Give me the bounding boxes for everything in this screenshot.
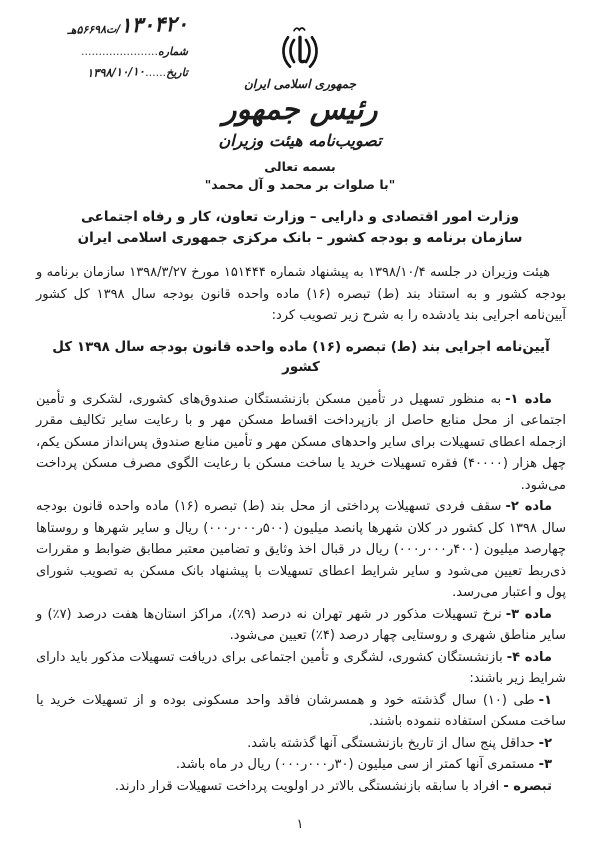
reference-stamp bbox=[10, 11, 189, 81]
condition-1 bbox=[36, 690, 566, 733]
condition-1-text: طی (۱۰) سال گذشته خود و همسرشان فاقد واحد مسکونی بوده و از تسهیلات خرید یا ساخت مسکن استفاده ننموده باشند. bbox=[36, 692, 566, 729]
article-2-lead: ماده ۲- bbox=[505, 499, 553, 514]
date-field-label: تاریخ bbox=[166, 66, 188, 79]
article-3-text: نرخ تسهیلات مذکور در شهر تهران نه درصد (۹٪)، مراکز استان‌ها هفت درصد (۷٪) و سایر مناطق شهری و روستایی چهار درصد (۴٪) تعیین می‌شود. bbox=[36, 606, 566, 643]
article-1-text: به منظور تسهیل در تأمین مسکن بازنشستگان صندوق‌های کشوری، لشکری و تأمین اجتماعی از محل منابع حاصل از بازپرداخت اقساط مسکن مهر و با رعایت سایر تکالیف مقرر ازجمله اعطای تسهیلات برای سایر واحدهای مسکن مهر و تأمین منابع صندوق پس‌انداز مسکن یکم، چهل هزار (۴۰۰۰۰) فقره تسهیلات خرید یا ساخت مسکن با رعایت الگوی مصرف مسکن پرداخت می‌شود. bbox=[36, 391, 566, 493]
condition-2-lead: ۲- bbox=[538, 735, 552, 751]
article-4-lead: ماده ۴- bbox=[506, 649, 552, 665]
regulation-title: آیین‌نامه اجرایی بند (ط) تبصره (۱۶) ماده واحده قانون بودجه سال ۱۳۹۸ کل کشور bbox=[52, 338, 550, 375]
addressee-line-2: سازمان برنامه و بودجه کشور – بانک مرکزی جمهوری اسلامی ایران bbox=[77, 230, 523, 246]
article-1-lead: ماده ۱- bbox=[505, 391, 552, 407]
article-4 bbox=[36, 647, 566, 690]
note-paragraph bbox=[36, 776, 566, 798]
date-value: ۱۳۹۸/۱۰/۱۰ bbox=[87, 63, 146, 81]
government-name: جمهوری اسلامی ایران bbox=[243, 77, 357, 91]
number-field-dots: ...................... bbox=[81, 45, 158, 58]
article-2 bbox=[36, 496, 566, 604]
note-lead: تبصره - bbox=[503, 778, 552, 794]
decree-number bbox=[10, 12, 189, 41]
condition-2-text: حداقل پنج سال از تاریخ بازنشستگی آنها گذشته باشد. bbox=[247, 735, 535, 751]
condition-3-text: مستمری آنها کمتر از سی میلیون (۳۰ر۰۰۰ر۰۰۰) ریال در ماه باشد. bbox=[175, 757, 535, 772]
article-2-text: سقف فردی تسهیلات پرداختی از محل بند (ط) تبصره (۱۶) ماده واحده قانون بودجه سال ۱۳۹۸ کل کشور در کلان شهرها پانصد میلیون (۵۰۰ر۰۰۰ر۰۰۰) ریال و سایر شهرها و روستاها چهارصد میلیون (۴۰۰ر۰۰۰ر۰۰۰) ریال در قبال اخذ وثایق و تضامین معتبر مطابق ضوابط و مقررات ذی‌ربط تعیین می‌شود و سایر شرایط اعطای تسهیلات با پیشنهاد بانک مسکن به تصویب شورای پول و اعتبار می‌رسد. bbox=[36, 499, 566, 600]
article-3-lead: ماده ۳- bbox=[505, 606, 552, 622]
condition-3-lead: ۳- bbox=[538, 757, 552, 772]
condition-3 bbox=[36, 754, 566, 776]
addressee-line-1: وزارت امور اقتصادی و دارایی – وزارت تعاون، کار و رفاه اجتماعی bbox=[80, 209, 520, 225]
president-office-title: رئیس جمهور bbox=[222, 92, 378, 126]
date-field-dots: ...... bbox=[145, 66, 167, 79]
number-field bbox=[10, 45, 188, 58]
decree-type-title: تصویب‌نامه هیئت وزیران bbox=[218, 131, 382, 150]
addressees-block bbox=[0, 207, 600, 249]
condition-2 bbox=[36, 733, 566, 755]
date-field bbox=[10, 65, 188, 79]
decree-number-main: ۱۳۰۴۲۰ bbox=[119, 11, 189, 38]
intro-paragraph: هیئت وزیران در جلسه ۱۳۹۸/۱۰/۴ به پیشنهاد شماره ۱۵۱۴۴۴ مورخ ۱۳۹۸/۳/۲۷ سازمان برنامه و بودجه کشور و به استناد بند (ط) تبصره (۱۶) ماده واحده قانون بودجه سال ۱۳۹۸ کل کشور آیین‌نامه اجرایی بند یادشده را به شرح زیر تصویب کرد: bbox=[36, 265, 566, 323]
number-field-label: شماره bbox=[157, 45, 188, 58]
salutation-line: "با صلوات بر محمد و آل محمد" bbox=[204, 177, 396, 192]
article-4-text: بازنشستگان کشوری، لشگری و تأمین اجتماعی برای دریافت تسهیلات مذکور باید دارای شرایط زیر باشند: bbox=[36, 649, 566, 686]
decree-number-suffix: /ت۵۶۶۹۸هـ bbox=[67, 22, 121, 37]
condition-1-lead: ۱- bbox=[538, 692, 552, 708]
decree-body bbox=[0, 262, 600, 797]
page-number: ۱ bbox=[296, 817, 304, 832]
invocation-line: بسمه تعالی bbox=[264, 159, 336, 174]
article-1 bbox=[36, 389, 566, 497]
article-3 bbox=[36, 604, 566, 647]
note-text: افراد با سابقه بازنشستگی بالاتر در اولویت پرداخت تسهیلات قرار دارند. bbox=[114, 778, 500, 794]
